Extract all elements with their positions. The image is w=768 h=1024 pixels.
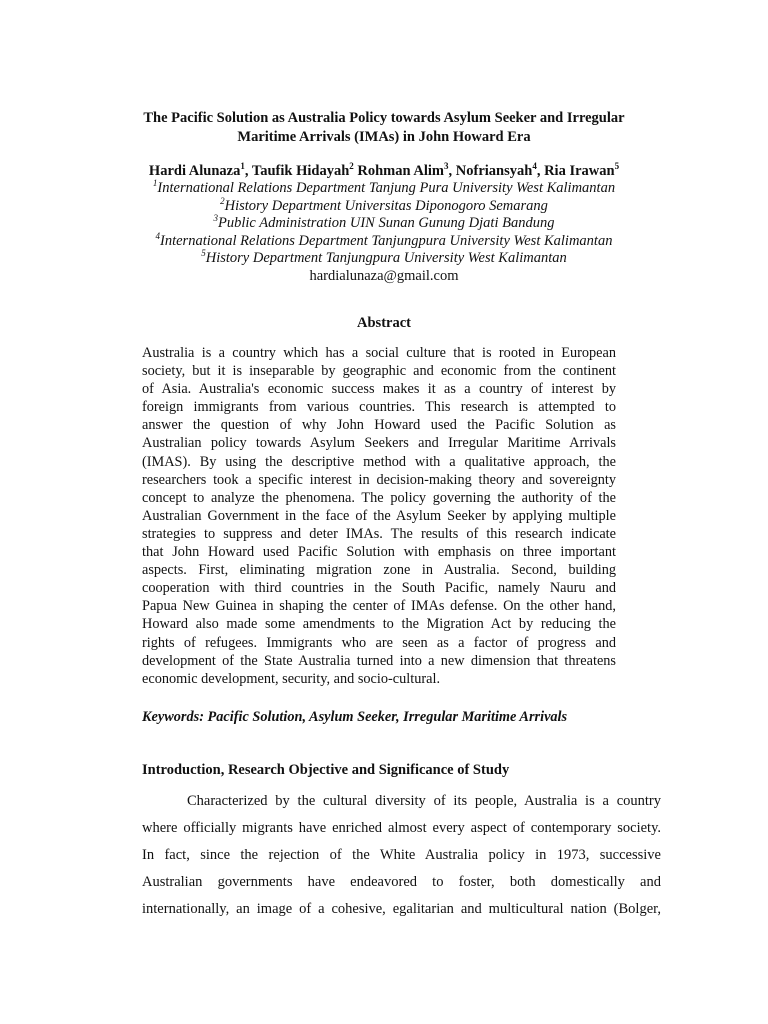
affiliation: $^3$Public Administration UIN Sunan Gunung Djati Bandung xyxy=(213,213,555,232)
author: Ria Irawan$^5$ xyxy=(544,161,620,179)
author: Taufik Hidayah$^2$ xyxy=(251,161,354,179)
abstract-line: economic development, security, and socio-cultural. xyxy=(142,670,441,687)
abstract-line: rights of refugees. Immigrants who are seen as a factor of progress and xyxy=(142,634,616,651)
abstract-body xyxy=(142,344,616,688)
title-line: The Pacific Solution as Australia Policy towards Asylum Seeker and Irregular xyxy=(143,110,625,126)
author-list xyxy=(100,162,668,180)
paper-title xyxy=(120,109,648,147)
abstract-line: concept to analyze the phenomena. The policy governing the authority of the xyxy=(142,489,616,506)
abstract-line: of Asia. Australia's economic success makes it as a country of interest by xyxy=(142,381,616,398)
abstract-line: strategies to suppress and deter IMAs. The results of this research indicate xyxy=(142,525,616,542)
abstract-line: answer the question of why John Howard used the Pacific Solution as xyxy=(142,417,616,434)
intro-line: Australian governments have endeavored to foster, both domestically and xyxy=(142,874,661,890)
affiliation: $^2$History Department Universitas Diponogoro Semarang xyxy=(220,195,548,214)
abstract-line: aspects. First, eliminating migration zone in Australia. Second, building xyxy=(142,562,616,579)
author: Hardi Alunaza$^1$, xyxy=(148,161,252,179)
abstract-line: (IMAS). By using the descriptive method with a qualitative approach, the xyxy=(142,453,616,470)
introduction-body xyxy=(142,788,661,923)
author-email: hardialunaza@gmail.com xyxy=(309,267,459,284)
abstract-line: foreign immigrants from various countries. This research is attempted to xyxy=(142,399,616,416)
abstract-line: Australian policy towards Asylum Seekers and Irregular Maritime Arrivals xyxy=(142,435,616,452)
abstract-line: researchers took a specific interest in decision-making theory and sovereignty xyxy=(142,471,616,488)
title-line: Maritime Arrivals (IMAs) in John Howard Era xyxy=(237,129,531,145)
affiliation: $^4$International Relations Department Tanjungpura University West Kalimantan xyxy=(155,230,613,249)
author: Nofriansyah$^4$, xyxy=(455,161,545,179)
intro-line: In fact, since the rejection of the White Australia policy in 1973, successive xyxy=(142,847,661,863)
author: Rohman Alim$^3$, xyxy=(357,161,456,179)
abstract-line: Australian Government in the face of the Asylum Seeker by applying multiple xyxy=(142,507,616,524)
affiliation: $^1$International Relations Department Tanjung Pura University West Kalimantan xyxy=(152,178,616,196)
affiliations xyxy=(100,180,668,286)
abstract-line: society, but it is inseparable by geographic and economic from the continent xyxy=(142,363,616,380)
keywords: Keywords: Pacific Solution, Asylum Seeker, Irregular Maritime Arrivals xyxy=(142,709,568,725)
abstract-line: Australia is a country which has a social culture that is rooted in European xyxy=(142,345,616,361)
abstract-line: Howard also made some amendments to the Migration Act by reducing the xyxy=(142,616,616,633)
abstract-line: Papua New Guinea in shaping the center of IMAs defense. On the other hand, xyxy=(142,598,616,615)
intro-line: Characterized by the cultural diversity of its people, Australia is a country xyxy=(187,793,661,809)
intro-line: internationally, an image of a cohesive, egalitarian and multicultural nation (Bolger, xyxy=(142,901,661,917)
intro-line: where officially migrants have enriched almost every aspect of contemporary society. xyxy=(142,820,661,836)
affiliation: $^5$History Department Tanjungpura University West Kalimantan xyxy=(201,248,567,267)
abstract-line: that John Howard used Pacific Solution with emphasis on three important xyxy=(142,544,616,561)
abstract-heading: Abstract xyxy=(357,315,411,331)
abstract-line: development of the State Australia turned into a new dimension that threatens xyxy=(142,652,616,669)
abstract-line: cooperation with third countries in the South Pacific, namely Nauru and xyxy=(142,580,616,597)
section-heading: Introduction, Research Objective and Significance of Study xyxy=(142,762,510,778)
